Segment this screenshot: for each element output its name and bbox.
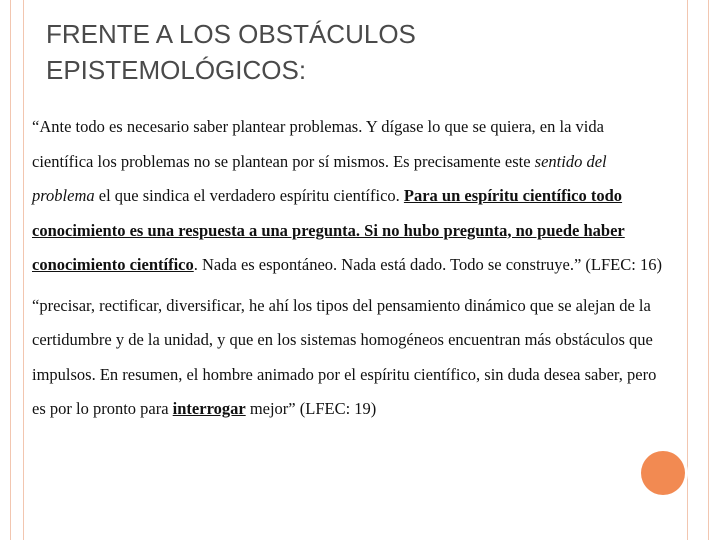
title-line-2: EPISTEMOLÓGICOS: [46, 55, 307, 85]
right-decorative-border [687, 0, 709, 540]
left-decorative-border [10, 0, 24, 540]
decorative-orange-circle [641, 451, 685, 495]
quote1-text-1: “Ante todo es necesario saber plantear problemas. Y dígase lo que se quiera, en la vida científica los problemas no se plantean por sí mismos. Es precisamente este [32, 117, 604, 171]
slide-title [46, 16, 666, 88]
quote-paragraph-2 [32, 289, 662, 427]
quote2-text-2: mejor” (LFEC: 19) [245, 399, 377, 418]
slide-body [32, 110, 662, 427]
title-line-1: FRENTE A LOS OBSTÁCULOS [46, 19, 416, 49]
quote-paragraph-1 [32, 110, 662, 283]
quote2-bold-underlined-text: interrogar [172, 399, 246, 418]
quote1-italic-text: sentido del problema [32, 151, 607, 205]
quote1-text-3: . Nada es espontáneo. Nada está dado. Todo se construye.” (LFEC: 16) [193, 255, 662, 274]
quote1-bold-underlined-text: Para un espíritu científico todo conocimiento es una respuesta a una pregunta. Si no hubo pregunta, no puede haber conocimiento científico [32, 186, 625, 274]
quote1-text-2: el que sindica el verdadero espíritu científico. [94, 186, 404, 205]
quote2-text-1: “precisar, rectificar, diversificar, he ahí los tipos del pensamiento dinámico que se alejan de la certidumbre y de la unidad, y que en los sistemas homogéneos encuentran más obstáculos que impulsos. En resumen, el hombre animado por el espíritu científico, sin duda desea saber, pero es por lo pronto para [32, 295, 657, 418]
